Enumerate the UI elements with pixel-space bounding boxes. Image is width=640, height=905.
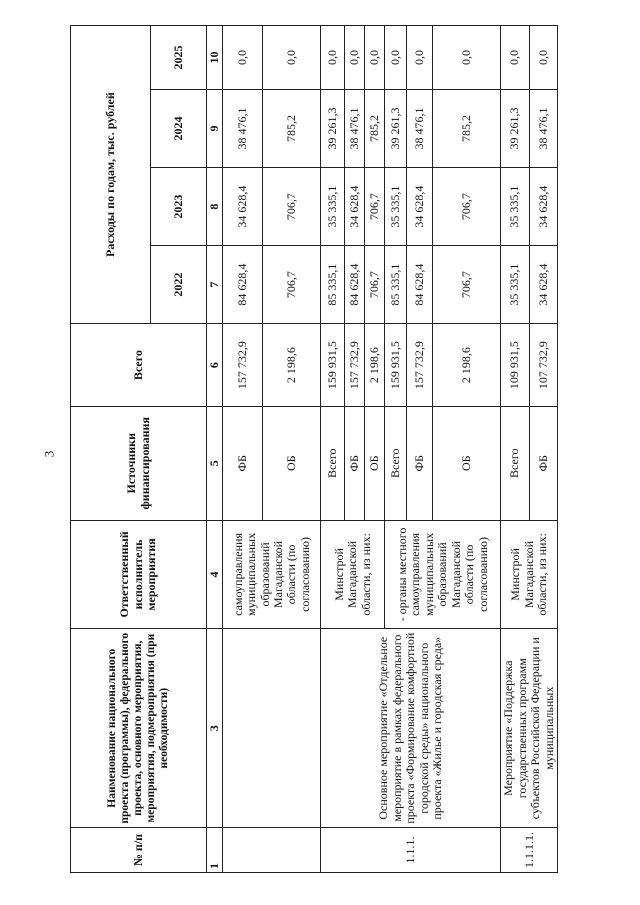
value-cell: 0,0	[321, 26, 345, 90]
total-cell: 109 931,5	[501, 324, 529, 407]
col-number: 4	[207, 520, 223, 629]
source-cell: ФБ	[345, 406, 365, 520]
col-number: 3	[207, 629, 223, 828]
header-source: Источники финансирования	[71, 406, 207, 520]
value-cell: 0,0	[529, 26, 557, 90]
expenditure-table	[70, 25, 558, 873]
value-cell: 34 628,4	[407, 168, 433, 246]
source-cell: ОБ	[263, 406, 321, 520]
value-cell: 84 628,4	[223, 246, 263, 324]
value-cell: 0,0	[365, 26, 385, 90]
header-year: 2025	[151, 26, 207, 90]
total-cell: 2 198,6	[365, 324, 385, 407]
source-cell: Всего	[501, 406, 529, 520]
value-cell: 35 335,1	[501, 168, 529, 246]
value-cell: 785,2	[365, 90, 385, 168]
table-row	[321, 26, 345, 873]
num-cell: 1.1.1.	[321, 828, 501, 873]
value-cell: 0,0	[407, 26, 433, 90]
value-cell: 706,7	[433, 168, 501, 246]
total-cell: 157 732,9	[345, 324, 365, 407]
value-cell: 35 335,1	[385, 168, 407, 246]
value-cell: 706,7	[433, 246, 501, 324]
executor-cell: Минстрой Магаданской области, из них:	[501, 520, 558, 629]
source-cell: ФБ	[407, 406, 433, 520]
header-year: 2022	[151, 246, 207, 324]
total-cell: 157 732,9	[223, 324, 263, 407]
value-cell: 85 335,1	[385, 246, 407, 324]
col-number: 9	[207, 90, 223, 168]
value-cell: 38 476,1	[407, 90, 433, 168]
num-cell: 1.1.1.1.	[501, 828, 558, 873]
executor-cell: - органы местного самоуправления муниципальных образований Магаданской области (по согласованию)	[385, 520, 501, 629]
value-cell: 35 335,1	[321, 168, 345, 246]
header-num: № п/п	[71, 828, 207, 873]
value-cell: 34 628,4	[345, 168, 365, 246]
value-cell: 38 476,1	[345, 90, 365, 168]
value-cell: 34 628,4	[529, 168, 557, 246]
value-cell: 785,2	[263, 90, 321, 168]
rotated-table-wrapper	[70, 25, 556, 873]
source-cell: ОБ	[433, 406, 501, 520]
value-cell: 785,2	[433, 90, 501, 168]
value-cell: 0,0	[385, 26, 407, 90]
total-cell: 2 198,6	[433, 324, 501, 407]
value-cell: 34 628,4	[223, 168, 263, 246]
total-cell: 157 732,9	[407, 324, 433, 407]
value-cell: 706,7	[365, 246, 385, 324]
table-row	[501, 26, 529, 873]
header-executor: Ответственный исполнитель мероприятия	[71, 520, 207, 629]
total-cell: 159 931,5	[321, 324, 345, 407]
value-cell: 0,0	[223, 26, 263, 90]
header-year: 2024	[151, 90, 207, 168]
value-cell: 38 476,1	[529, 90, 557, 168]
source-cell: Всего	[385, 406, 407, 520]
value-cell: 0,0	[501, 26, 529, 90]
value-cell: 84 628,4	[407, 246, 433, 324]
executor-cell: Минстрой Магаданской области, из них:	[321, 520, 385, 629]
name-cell: Мероприятие «Поддержка государственных программ субъектов Российской Федерации и муниципальных	[501, 629, 558, 828]
value-cell: 39 261,3	[501, 90, 529, 168]
col-number: 6	[207, 324, 223, 407]
value-cell: 706,7	[263, 246, 321, 324]
header-year: 2023	[151, 168, 207, 246]
source-cell: ФБ	[529, 406, 557, 520]
value-cell: 34 628,4	[529, 246, 557, 324]
table-row	[223, 26, 263, 873]
numbering-row	[207, 26, 223, 873]
num-cell	[223, 828, 321, 873]
value-cell: 0,0	[433, 26, 501, 90]
value-cell: 706,7	[365, 168, 385, 246]
header-row	[71, 26, 151, 873]
value-cell: 706,7	[263, 168, 321, 246]
col-number: 10	[207, 26, 223, 90]
col-number: 7	[207, 246, 223, 324]
value-cell: 84 628,4	[345, 246, 365, 324]
col-number: 8	[207, 168, 223, 246]
header-name: Наименование национального проекта (программы), федерального проекта, основного мероприятия, мероприятия, подмероприятия (при необходимости)	[71, 629, 207, 828]
source-cell: ФБ	[223, 406, 263, 520]
header-total: Всего	[71, 324, 207, 407]
total-cell: 2 198,6	[263, 324, 321, 407]
source-cell: ОБ	[365, 406, 385, 520]
name-cell: Основное мероприятие «Отдельное мероприятие в рамках федерального проекта «Формирование комфортной городской среды» национального проекта «Жилье и городская среда»	[321, 629, 501, 828]
page-number: 3	[41, 450, 57, 458]
value-cell: 35 335,1	[501, 246, 529, 324]
value-cell: 85 335,1	[321, 246, 345, 324]
executor-cell: самоуправления муниципальных образований Магаданской области (по согласованию)	[223, 520, 321, 629]
total-cell: 159 931,5	[385, 324, 407, 407]
col-number: 5	[207, 406, 223, 520]
header-years-title: Расходы по годам, тыс. рублей	[71, 26, 151, 324]
total-cell: 107 732,9	[529, 324, 557, 407]
value-cell: 0,0	[263, 26, 321, 90]
name-cell	[223, 629, 321, 828]
col-number: 1	[207, 828, 223, 873]
value-cell: 39 261,3	[321, 90, 345, 168]
value-cell: 0,0	[345, 26, 365, 90]
value-cell: 39 261,3	[385, 90, 407, 168]
source-cell: Всего	[321, 406, 345, 520]
value-cell: 38 476,1	[223, 90, 263, 168]
